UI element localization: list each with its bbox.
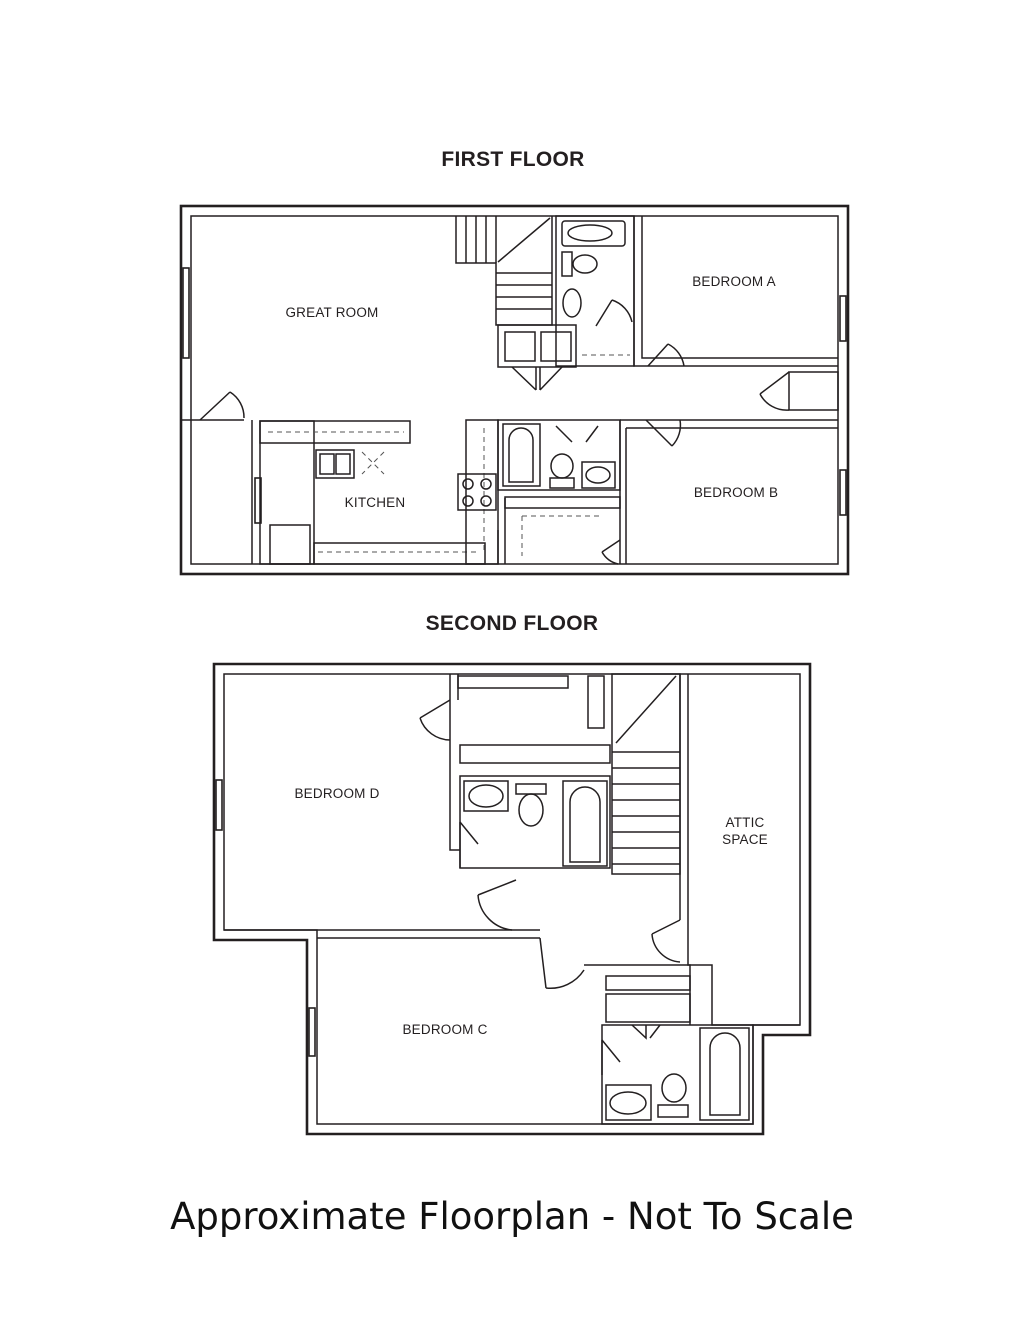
first-floor-plan	[181, 206, 848, 574]
first-floor-exterior-inner	[191, 216, 838, 564]
bath-b	[498, 420, 620, 564]
second-floor-windows	[216, 780, 315, 1056]
label-great-room: GREAT ROOM	[285, 305, 379, 320]
label-attic-line2: SPACE	[722, 832, 768, 847]
first-floor-stairs	[456, 216, 552, 325]
label-bedroom-c: BEDROOM C	[402, 1022, 488, 1037]
label-bedroom-b: BEDROOM B	[693, 485, 779, 500]
second-floor-title: SECOND FLOOR	[425, 612, 599, 635]
floorplan-caption: Approximate Floorplan - Not To Scale	[170, 1195, 854, 1238]
attic-walls	[652, 674, 800, 1025]
bath-a	[556, 216, 634, 366]
laundry-closet	[498, 325, 576, 390]
second-floor-exterior-outer	[214, 664, 810, 1134]
second-floor-stairs	[612, 674, 680, 874]
first-floor-title: FIRST FLOOR	[441, 148, 585, 171]
bedroom-d-walls	[224, 674, 610, 938]
label-attic-line1: ATTIC	[725, 815, 765, 830]
bedroom-a-walls	[634, 216, 838, 410]
kitchen-cabinets	[181, 392, 498, 564]
label-kitchen: KITCHEN	[344, 495, 406, 510]
hall-doors	[478, 880, 584, 988]
first-floor-exterior-outer	[181, 206, 848, 574]
label-bedroom-d: BEDROOM D	[294, 786, 380, 801]
bath-c	[584, 965, 753, 1124]
bath-d	[460, 776, 610, 868]
second-floor-plan	[214, 664, 810, 1134]
label-bedroom-a: BEDROOM A	[692, 274, 776, 289]
